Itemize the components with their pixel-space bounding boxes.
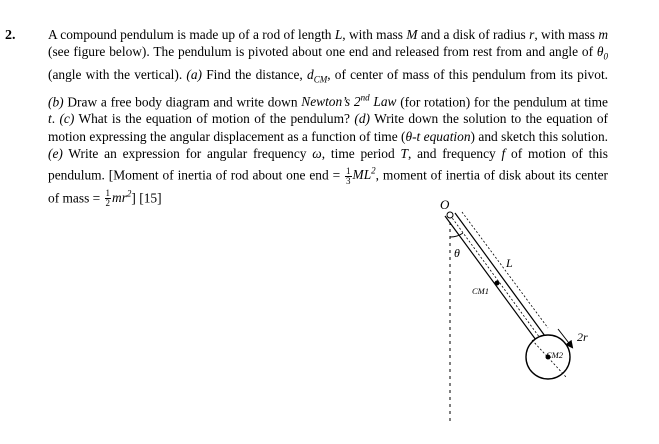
symbol-t: t xyxy=(48,111,52,127)
part-a-label: (a) xyxy=(186,67,203,83)
symbol-omega: ω xyxy=(312,146,322,162)
cm1-point xyxy=(495,281,500,286)
symbol-theta0: $\theta_0$ xyxy=(596,44,608,63)
pivot xyxy=(447,212,453,218)
symbol-M: M xyxy=(406,27,418,42)
problem-text: (angle with the vertical). xyxy=(48,67,187,83)
problem-text: ) and sketch this solution. xyxy=(470,128,609,144)
symbol-m: m xyxy=(598,27,608,42)
label-pivot: O xyxy=(440,197,450,212)
angle-arc xyxy=(450,233,463,237)
symbol-T: T xyxy=(400,146,408,162)
part-d-label: (d) xyxy=(354,111,370,127)
problem-text: , with mass xyxy=(342,27,407,42)
problem-text: Write an expression for angular frequency xyxy=(62,146,313,162)
symbol-ML2: $ML^2$ xyxy=(352,165,376,183)
pendulum-figure xyxy=(420,195,620,435)
part-b-label: (b) xyxy=(48,94,64,110)
part-e-label: (e) xyxy=(48,146,63,162)
problem-text: A compound pendulum is made up of a rod of length xyxy=(48,27,335,42)
fraction-one-third: $\frac{1}{3}$ xyxy=(346,165,351,186)
symbol-dcm: $d_{CM}$ xyxy=(307,67,328,86)
problem-text: and a disk of radius xyxy=(417,27,530,42)
problem-text: , time period xyxy=(321,146,401,162)
fraction-one-half: $\frac{1}{2}$ xyxy=(105,188,111,209)
problem-text: (see figure below). The pendulum is pivoted about one end and released from rest from and angle of xyxy=(48,44,597,60)
problem-text: , and frequency xyxy=(407,146,502,162)
label-cm1: CM1 xyxy=(472,286,489,296)
symbol-mr2: $mr^2$ xyxy=(112,188,132,206)
label-2r: 2r xyxy=(577,330,588,344)
problem-text: . xyxy=(51,111,60,127)
label-length: L xyxy=(506,256,513,270)
part-c-label: (c) xyxy=(59,111,75,127)
label-cm2: CM2 xyxy=(546,350,563,360)
rod xyxy=(445,213,545,340)
problem-text: Draw a free body diagram and write down xyxy=(63,94,302,110)
problem-text: Write down the solution to the equation of motion expressing the angular displacement as a function of time ( xyxy=(48,111,608,144)
problem-text: of motion of this pendulum. [Moment of inertia of rod about one end = xyxy=(48,146,608,183)
length-arrow xyxy=(462,212,548,328)
problem-text: Find the distance, xyxy=(202,67,307,83)
problem-statement xyxy=(48,26,608,208)
question-number: 2. xyxy=(5,28,16,43)
newton-law: Newton’s 2nd Law xyxy=(301,92,397,110)
problem-text: , moment of inertia of disk about its center of mass = xyxy=(48,167,608,206)
symbol-f: f xyxy=(501,146,506,162)
marks-label: [15] xyxy=(139,190,162,206)
problem-text: , of center of mass of this pendulum from its pivot. xyxy=(327,67,609,83)
symbol-L: L xyxy=(334,27,343,42)
theta-t-equation: θ-t equation xyxy=(405,128,471,144)
problem-text: (for rotation) for the pendulum at time xyxy=(396,94,608,110)
label-theta: θ xyxy=(454,246,460,260)
problem-text: , with mass xyxy=(534,27,599,42)
problem-text: ] xyxy=(131,190,140,206)
problem-text: What is the equation of motion of the pendulum? xyxy=(74,111,355,127)
symbol-r: r xyxy=(529,27,535,42)
